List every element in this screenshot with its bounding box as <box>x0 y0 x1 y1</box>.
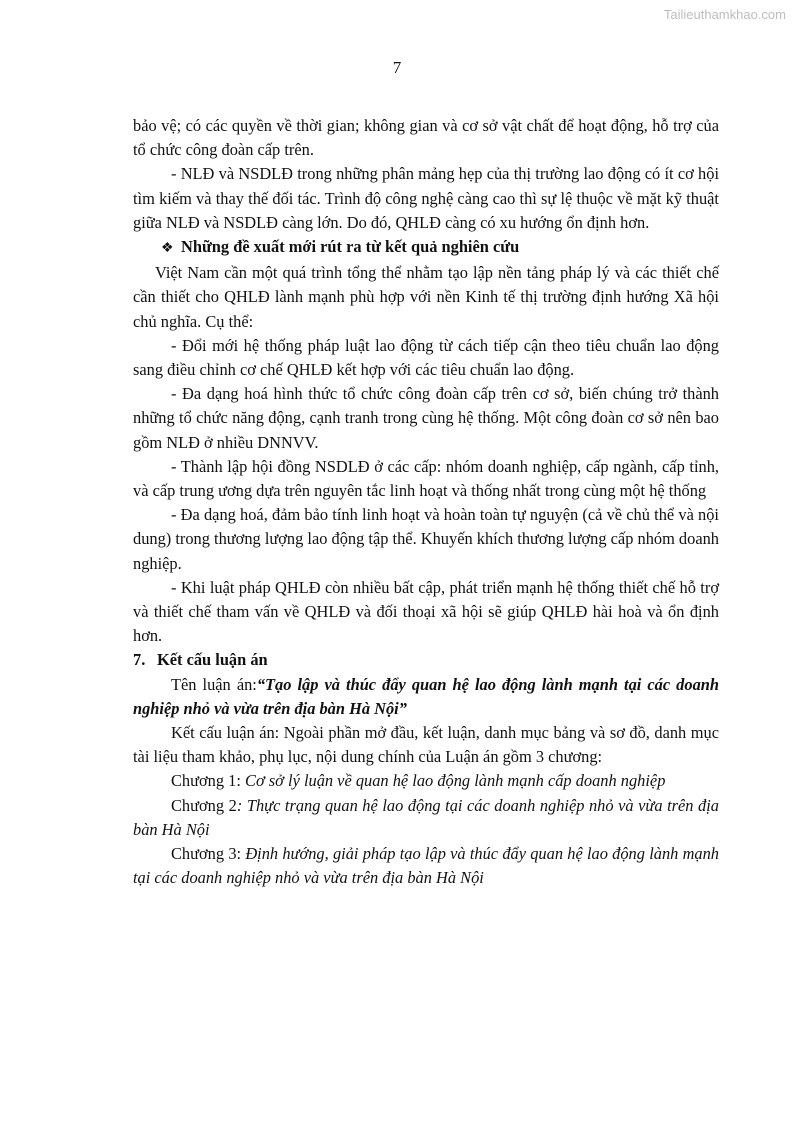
thesis-title-line <box>133 673 719 721</box>
section-title: Kết cấu luận án <box>157 650 268 670</box>
proposal-item: - Đổi mới hệ thống pháp luật lao động từ cách tiếp cận theo tiêu chuẩn lao động sang điều chỉnh cơ chế QHLĐ kết hợp với các tiêu chuẩn lao động. <box>133 335 719 380</box>
bullet-heading-text: Những đề xuất mới rút ra từ kết quả nghiên cứu <box>181 237 520 257</box>
chapter-item <box>133 794 719 842</box>
section-number: 7. <box>133 650 146 670</box>
chapter-title: : Thực trạng quan hệ lao động tại các doanh nghiệp nhỏ và vừa trên địa bàn Hà Nội <box>133 795 719 839</box>
proposal-item: - Khi luật pháp QHLĐ còn nhiều bất cập, phát triển mạnh hệ thống thiết chế hỗ trợ và thiết chế tham vấn về QHLĐ và đối thoại xã hội sẽ giúp QHLĐ hài hoà và ổn định hơn. <box>133 577 719 646</box>
paragraph-intro: Việt Nam cần một quá trình tổng thể nhằm tạo lập nền tảng pháp lý và các thiết chế cần thiết cho QHLĐ lành mạnh phù hợp với nền Kinh tế thị trường định hướng Xã hội chủ nghĩa. Cụ thể: <box>133 263 719 331</box>
paragraph-market-segments: - NLĐ và NSDLĐ trong những phân mảng hẹp của thị trường lao động có ít cơ hội tìm kiếm và thay thế đối tác. Trình độ công nghệ càng cao thì sự lệ thuộc về mặt kỹ thuật giữa NLĐ và NSDLĐ càng lớn. Do đó, QHLĐ càng có xu hướng ổn định hơn. <box>133 164 719 232</box>
paragraph-continuation: bảo vệ; có các quyền về thời gian; không gian và cơ sở vật chất để hoạt động, hỗ trợ của tổ chức công đoàn cấp trên. <box>133 116 719 160</box>
thesis-label: Tên luận án: <box>171 674 257 694</box>
chapter-label: Chương 1: <box>171 771 246 791</box>
diamond-bullet-icon: ❖ <box>161 241 174 257</box>
chapter-item <box>133 769 719 793</box>
watermark: Tailieuthamkhao.com <box>663 7 786 22</box>
proposal-item: - Đa dạng hoá, đảm bảo tính linh hoạt và hoàn toàn tự nguyện (cả về chủ thể và nội dung) trong thương lượng lao động tập thể. Khuyến khích thương lượng cấp nhóm doanh nghiệp. <box>133 505 719 573</box>
chapter-label: Chương 3: <box>171 844 246 864</box>
document-body <box>133 114 719 891</box>
structure-paragraph: Kết cấu luận án: Ngoài phần mở đầu, kết luận, danh mục bảng và sơ đồ, danh mục tài liệu tham khảo, phụ lục, nội dung chính của Luận án gồm 3 chương: <box>133 723 719 767</box>
chapter-item <box>133 842 719 890</box>
chapter-title: Định hướng, giải pháp tạo lập và thúc đẩy quan hệ lao động lành mạnh tại các doanh nghiệp nhỏ và vừa trên địa bàn Hà Nội <box>133 844 720 888</box>
bullet-heading <box>133 235 719 261</box>
chapter-label: Chương 2 <box>171 795 237 815</box>
thesis-title: “Tạo lập và thúc đẩy quan hệ lao động lành mạnh tại các doanh nghiệp nhỏ và vừa trên địa bàn Hà Nội” <box>133 674 719 718</box>
chapter-title: Cơ sở lý luận về quan hệ lao động lành mạnh cấp doanh nghiệp <box>245 771 666 791</box>
proposal-item: - Đa dạng hoá hình thức tổ chức công đoàn cấp trên cơ sở, biến chúng trở thành những tổ chức năng động, cạnh tranh trong cùng hệ thống. Một công đoàn cơ sở nên bao gồm NLĐ ở nhiều DNNVV. <box>133 384 719 452</box>
section-heading <box>133 648 719 672</box>
page-number: 7 <box>392 58 402 77</box>
proposal-item: - Thành lập hội đồng NSDLĐ ở các cấp: nhóm doanh nghiệp, cấp ngành, cấp tỉnh, và cấp trung ương dựa trên nguyên tắc linh hoạt và thống nhất trong cùng một hệ thống <box>133 456 719 501</box>
